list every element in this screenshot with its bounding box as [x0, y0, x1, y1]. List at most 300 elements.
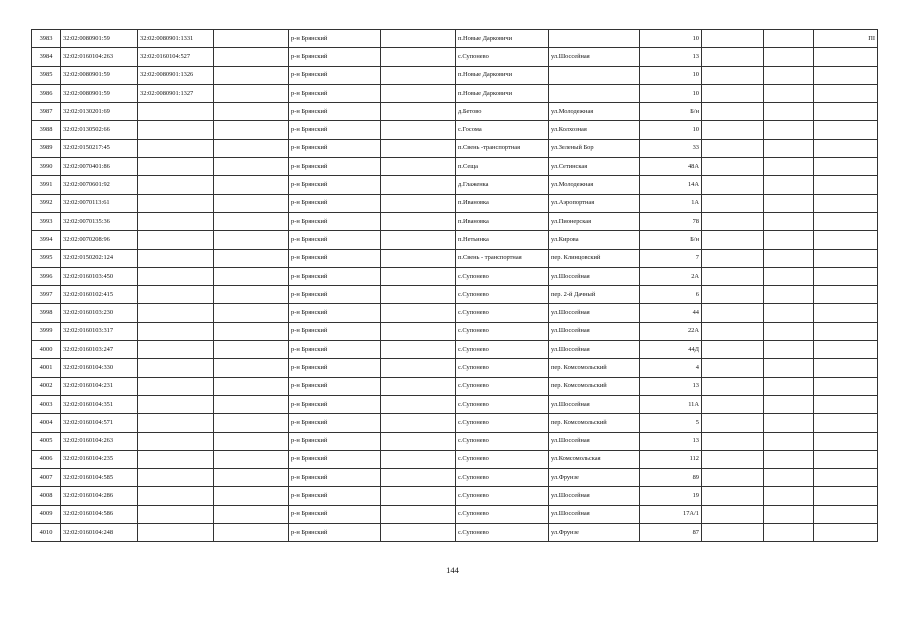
table-row: [32, 469, 878, 487]
blank-cell: [214, 139, 289, 157]
settlement-cell: с.Супонево: [456, 286, 549, 304]
note-cell: [814, 524, 878, 542]
street-cell: ул.Шоссейная: [549, 267, 640, 285]
blank-cell: [764, 377, 814, 395]
blank-cell: [702, 103, 764, 121]
note-cell: [814, 304, 878, 322]
blank-cell: [214, 84, 289, 102]
blank-cell: [764, 158, 814, 176]
settlement-cell: п.Нетьинка: [456, 231, 549, 249]
settlement-cell: п.Новые Дарковичи: [456, 30, 549, 48]
district-cell: р-н Брянский: [289, 414, 381, 432]
sub-cadastral-number-cell: 32:02:0160104:527: [138, 48, 214, 66]
blank-cell: [702, 158, 764, 176]
settlement-cell: с.Супонево: [456, 469, 549, 487]
row-number-cell: 3998: [32, 304, 61, 322]
blank-cell: [702, 469, 764, 487]
cadastral-number-cell: 32:02:0070208:96: [61, 231, 138, 249]
note-cell: [814, 194, 878, 212]
blank-cell: [702, 66, 764, 84]
sub-cadastral-number-cell: [138, 121, 214, 139]
blank-cell: [214, 432, 289, 450]
sub-cadastral-number-cell: [138, 341, 214, 359]
house-number-cell: 5: [640, 414, 702, 432]
sub-cadastral-number-cell: [138, 267, 214, 285]
table-row: [32, 121, 878, 139]
note-cell: [814, 341, 878, 359]
blank-cell: [214, 66, 289, 84]
blank-cell: [764, 286, 814, 304]
note-cell: [814, 414, 878, 432]
blank-cell: [702, 304, 764, 322]
house-number-cell: 14А: [640, 176, 702, 194]
blank-cell: [381, 505, 456, 523]
blank-cell: [381, 469, 456, 487]
note-cell: [814, 84, 878, 102]
street-cell: ул.Шоссейная: [549, 487, 640, 505]
street-cell: пер. Комсомольский: [549, 359, 640, 377]
settlement-cell: п.Сеща: [456, 158, 549, 176]
district-cell: р-н Брянский: [289, 304, 381, 322]
sub-cadastral-number-cell: 32:02:0080901:1326: [138, 66, 214, 84]
blank-cell: [214, 524, 289, 542]
blank-cell: [764, 103, 814, 121]
settlement-cell: п.Новые Дарковичи: [456, 84, 549, 102]
sub-cadastral-number-cell: [138, 231, 214, 249]
street-cell: пер. Комсомольский: [549, 414, 640, 432]
settlement-cell: п.Ивановка: [456, 212, 549, 230]
street-cell: ул.Шоссейная: [549, 48, 640, 66]
house-number-cell: 10: [640, 84, 702, 102]
street-cell: ул.Фрунзе: [549, 524, 640, 542]
sub-cadastral-number-cell: [138, 524, 214, 542]
note-cell: [814, 121, 878, 139]
street-cell: ул.Сетинская: [549, 158, 640, 176]
table-row: [32, 450, 878, 468]
sub-cadastral-number-cell: [138, 487, 214, 505]
blank-cell: [214, 103, 289, 121]
table-row: [32, 414, 878, 432]
sub-cadastral-number-cell: [138, 176, 214, 194]
district-cell: р-н Брянский: [289, 139, 381, 157]
blank-cell: [214, 322, 289, 340]
blank-cell: [702, 176, 764, 194]
settlement-cell: с.Супонево: [456, 395, 549, 413]
blank-cell: [381, 176, 456, 194]
house-number-cell: 89: [640, 469, 702, 487]
cadastral-number-cell: 32:02:0160103:450: [61, 267, 138, 285]
district-cell: р-н Брянский: [289, 450, 381, 468]
street-cell: ул.Шоссейная: [549, 505, 640, 523]
street-cell: пер. 2-й Дачный: [549, 286, 640, 304]
district-cell: р-н Брянский: [289, 432, 381, 450]
blank-cell: [381, 139, 456, 157]
house-number-cell: 1А: [640, 194, 702, 212]
note-cell: [814, 139, 878, 157]
row-number-cell: 3988: [32, 121, 61, 139]
district-cell: р-н Брянский: [289, 231, 381, 249]
house-number-cell: 10: [640, 121, 702, 139]
settlement-cell: с.Супонево: [456, 524, 549, 542]
cadastral-number-cell: 32:02:0080901:59: [61, 30, 138, 48]
table-row: [32, 377, 878, 395]
blank-cell: [764, 48, 814, 66]
row-number-cell: 4008: [32, 487, 61, 505]
row-number-cell: 3991: [32, 176, 61, 194]
note-cell: ПI: [814, 30, 878, 48]
district-cell: р-н Брянский: [289, 212, 381, 230]
street-cell: ул.Шоссейная: [549, 395, 640, 413]
district-cell: р-н Брянский: [289, 30, 381, 48]
row-number-cell: 3999: [32, 322, 61, 340]
table-row: [32, 158, 878, 176]
cadastral-number-cell: 32:02:0070113:61: [61, 194, 138, 212]
blank-cell: [214, 414, 289, 432]
house-number-cell: 7: [640, 249, 702, 267]
street-cell: ул.Кирова: [549, 231, 640, 249]
district-cell: р-н Брянский: [289, 395, 381, 413]
blank-cell: [381, 249, 456, 267]
blank-cell: [702, 524, 764, 542]
district-cell: р-н Брянский: [289, 249, 381, 267]
house-number-cell: 11А: [640, 395, 702, 413]
cadastral-number-cell: 32:02:0070401:86: [61, 158, 138, 176]
settlement-cell: с.Госома: [456, 121, 549, 139]
settlement-cell: с.Супонево: [456, 487, 549, 505]
settlement-cell: п.Новые Дарковичи: [456, 66, 549, 84]
street-cell: ул.Шоссейная: [549, 341, 640, 359]
cadastral-number-cell: 32:02:0160104:248: [61, 524, 138, 542]
sub-cadastral-number-cell: [138, 286, 214, 304]
blank-cell: [702, 30, 764, 48]
cadastral-number-cell: 32:02:0160103:247: [61, 341, 138, 359]
house-number-cell: 112: [640, 450, 702, 468]
blank-cell: [214, 377, 289, 395]
row-number-cell: 3995: [32, 249, 61, 267]
blank-cell: [702, 322, 764, 340]
cadastral-number-cell: 32:02:0160104:235: [61, 450, 138, 468]
blank-cell: [214, 286, 289, 304]
blank-cell: [702, 249, 764, 267]
blank-cell: [214, 212, 289, 230]
row-number-cell: 3992: [32, 194, 61, 212]
blank-cell: [764, 84, 814, 102]
blank-cell: [764, 322, 814, 340]
row-number-cell: 4003: [32, 395, 61, 413]
district-cell: р-н Брянский: [289, 84, 381, 102]
row-number-cell: 4007: [32, 469, 61, 487]
sub-cadastral-number-cell: 32:02:0080901:1327: [138, 84, 214, 102]
sub-cadastral-number-cell: [138, 194, 214, 212]
house-number-cell: 13: [640, 377, 702, 395]
house-number-cell: 13: [640, 432, 702, 450]
table-row: [32, 103, 878, 121]
street-cell: ул.Пионерская: [549, 212, 640, 230]
blank-cell: [764, 304, 814, 322]
row-number-cell: 3986: [32, 84, 61, 102]
blank-cell: [214, 267, 289, 285]
table-row: [32, 84, 878, 102]
cadastral-number-cell: 32:02:0160104:263: [61, 48, 138, 66]
blank-cell: [214, 487, 289, 505]
cadastral-number-cell: 32:02:0160104:286: [61, 487, 138, 505]
note-cell: [814, 487, 878, 505]
cadastral-number-cell: 32:02:0160104:330: [61, 359, 138, 377]
blank-cell: [702, 505, 764, 523]
blank-cell: [702, 212, 764, 230]
district-cell: р-н Брянский: [289, 505, 381, 523]
street-cell: ул.Шоссейная: [549, 432, 640, 450]
blank-cell: [214, 121, 289, 139]
table-row: [32, 487, 878, 505]
blank-cell: [381, 84, 456, 102]
blank-cell: [381, 286, 456, 304]
blank-cell: [214, 30, 289, 48]
note-cell: [814, 103, 878, 121]
row-number-cell: 3990: [32, 158, 61, 176]
house-number-cell: 44Д: [640, 341, 702, 359]
registry-table: [31, 29, 878, 542]
sub-cadastral-number-cell: [138, 432, 214, 450]
sub-cadastral-number-cell: 32:02:0080901:1331: [138, 30, 214, 48]
sub-cadastral-number-cell: [138, 212, 214, 230]
district-cell: р-н Брянский: [289, 103, 381, 121]
blank-cell: [764, 341, 814, 359]
blank-cell: [764, 432, 814, 450]
house-number-cell: 87: [640, 524, 702, 542]
cadastral-number-cell: 32:02:0160103:317: [61, 322, 138, 340]
street-cell: [549, 30, 640, 48]
sub-cadastral-number-cell: [138, 103, 214, 121]
blank-cell: [764, 267, 814, 285]
cadastral-number-cell: 32:02:0160102:415: [61, 286, 138, 304]
cadastral-number-cell: 32:02:0130502:66: [61, 121, 138, 139]
blank-cell: [702, 194, 764, 212]
sub-cadastral-number-cell: [138, 304, 214, 322]
row-number-cell: 3984: [32, 48, 61, 66]
blank-cell: [764, 359, 814, 377]
blank-cell: [381, 212, 456, 230]
blank-cell: [764, 121, 814, 139]
cadastral-number-cell: 32:02:0160104:263: [61, 432, 138, 450]
street-cell: пер. Клинцовский: [549, 249, 640, 267]
cadastral-number-cell: 32:02:0160104:351: [61, 395, 138, 413]
cadastral-number-cell: 32:02:0130201:69: [61, 103, 138, 121]
row-number-cell: 4000: [32, 341, 61, 359]
blank-cell: [214, 304, 289, 322]
district-cell: р-н Брянский: [289, 322, 381, 340]
row-number-cell: 4010: [32, 524, 61, 542]
sub-cadastral-number-cell: [138, 450, 214, 468]
blank-cell: [381, 359, 456, 377]
blank-cell: [764, 194, 814, 212]
settlement-cell: с.Супонево: [456, 505, 549, 523]
blank-cell: [381, 341, 456, 359]
blank-cell: [381, 524, 456, 542]
blank-cell: [214, 450, 289, 468]
blank-cell: [381, 103, 456, 121]
settlement-cell: п.Свень -транспортная: [456, 139, 549, 157]
house-number-cell: 13: [640, 48, 702, 66]
street-cell: ул.Колхозная: [549, 121, 640, 139]
district-cell: р-н Брянский: [289, 194, 381, 212]
row-number-cell: 4005: [32, 432, 61, 450]
blank-cell: [702, 341, 764, 359]
blank-cell: [214, 249, 289, 267]
blank-cell: [702, 377, 764, 395]
row-number-cell: 3987: [32, 103, 61, 121]
blank-cell: [764, 176, 814, 194]
table-row: [32, 432, 878, 450]
settlement-cell: д.Глаженка: [456, 176, 549, 194]
table-row: [32, 505, 878, 523]
settlement-cell: с.Супонево: [456, 267, 549, 285]
blank-cell: [214, 505, 289, 523]
blank-cell: [702, 286, 764, 304]
blank-cell: [214, 231, 289, 249]
blank-cell: [702, 267, 764, 285]
blank-cell: [702, 84, 764, 102]
row-number-cell: 3993: [32, 212, 61, 230]
note-cell: [814, 158, 878, 176]
blank-cell: [702, 359, 764, 377]
blank-cell: [702, 231, 764, 249]
street-cell: ул.Молодежная: [549, 176, 640, 194]
settlement-cell: с.Супонево: [456, 322, 549, 340]
house-number-cell: 17А/1: [640, 505, 702, 523]
note-cell: [814, 286, 878, 304]
street-cell: [549, 66, 640, 84]
settlement-cell: с.Супонево: [456, 450, 549, 468]
blank-cell: [702, 48, 764, 66]
blank-cell: [381, 30, 456, 48]
blank-cell: [702, 450, 764, 468]
row-number-cell: 3996: [32, 267, 61, 285]
blank-cell: [214, 395, 289, 413]
table-row: [32, 341, 878, 359]
house-number-cell: 4: [640, 359, 702, 377]
cadastral-number-cell: 32:02:0160104:586: [61, 505, 138, 523]
cadastral-number-cell: 32:02:0080901:59: [61, 84, 138, 102]
note-cell: [814, 176, 878, 194]
cadastral-number-cell: 32:02:0150202:124: [61, 249, 138, 267]
cadastral-number-cell: 32:02:0150217:45: [61, 139, 138, 157]
house-number-cell: 19: [640, 487, 702, 505]
note-cell: [814, 505, 878, 523]
blank-cell: [764, 212, 814, 230]
district-cell: р-н Брянский: [289, 487, 381, 505]
blank-cell: [381, 322, 456, 340]
cadastral-number-cell: 32:02:0160104:585: [61, 469, 138, 487]
blank-cell: [214, 341, 289, 359]
sub-cadastral-number-cell: [138, 158, 214, 176]
note-cell: [814, 469, 878, 487]
table-row: [32, 139, 878, 157]
blank-cell: [214, 158, 289, 176]
blank-cell: [764, 487, 814, 505]
house-number-cell: 33: [640, 139, 702, 157]
house-number-cell: 10: [640, 66, 702, 84]
blank-cell: [764, 524, 814, 542]
settlement-cell: с.Супонево: [456, 359, 549, 377]
blank-cell: [381, 194, 456, 212]
blank-cell: [214, 469, 289, 487]
note-cell: [814, 48, 878, 66]
sub-cadastral-number-cell: [138, 377, 214, 395]
blank-cell: [214, 176, 289, 194]
district-cell: р-н Брянский: [289, 158, 381, 176]
street-cell: ул.Комсомольская: [549, 450, 640, 468]
cadastral-number-cell: 32:02:0070135:36: [61, 212, 138, 230]
sub-cadastral-number-cell: [138, 469, 214, 487]
table-row: [32, 48, 878, 66]
cadastral-number-cell: 32:02:0070601:92: [61, 176, 138, 194]
blank-cell: [214, 359, 289, 377]
blank-cell: [702, 121, 764, 139]
blank-cell: [381, 48, 456, 66]
blank-cell: [214, 48, 289, 66]
house-number-cell: Б/н: [640, 103, 702, 121]
note-cell: [814, 432, 878, 450]
blank-cell: [381, 377, 456, 395]
note-cell: [814, 231, 878, 249]
sub-cadastral-number-cell: [138, 505, 214, 523]
district-cell: р-н Брянский: [289, 66, 381, 84]
row-number-cell: 4004: [32, 414, 61, 432]
cadastral-number-cell: 32:02:0160103:230: [61, 304, 138, 322]
settlement-cell: д.Бетово: [456, 103, 549, 121]
blank-cell: [764, 505, 814, 523]
street-cell: пер. Комсомольский: [549, 377, 640, 395]
blank-cell: [764, 395, 814, 413]
street-cell: ул.Аэропортная: [549, 194, 640, 212]
district-cell: р-н Брянский: [289, 286, 381, 304]
table-row: [32, 395, 878, 413]
table-row: [32, 267, 878, 285]
district-cell: р-н Брянский: [289, 267, 381, 285]
blank-cell: [764, 139, 814, 157]
note-cell: [814, 450, 878, 468]
settlement-cell: с.Супонево: [456, 414, 549, 432]
blank-cell: [702, 432, 764, 450]
blank-cell: [381, 304, 456, 322]
row-number-cell: 4006: [32, 450, 61, 468]
row-number-cell: 4002: [32, 377, 61, 395]
blank-cell: [381, 414, 456, 432]
blank-cell: [381, 395, 456, 413]
blank-cell: [764, 469, 814, 487]
table-row: [32, 304, 878, 322]
settlement-cell: с.Супонево: [456, 48, 549, 66]
district-cell: р-н Брянский: [289, 121, 381, 139]
table-row: [32, 524, 878, 542]
district-cell: р-н Брянский: [289, 377, 381, 395]
sub-cadastral-number-cell: [138, 414, 214, 432]
blank-cell: [764, 249, 814, 267]
blank-cell: [764, 30, 814, 48]
row-number-cell: 3989: [32, 139, 61, 157]
district-cell: р-н Брянский: [289, 176, 381, 194]
blank-cell: [764, 231, 814, 249]
blank-cell: [214, 194, 289, 212]
table-row: [32, 66, 878, 84]
sub-cadastral-number-cell: [138, 395, 214, 413]
table-row: [32, 231, 878, 249]
cadastral-number-cell: 32:02:0160104:571: [61, 414, 138, 432]
blank-cell: [702, 414, 764, 432]
settlement-cell: п.Свень - транспортная: [456, 249, 549, 267]
house-number-cell: 78: [640, 212, 702, 230]
